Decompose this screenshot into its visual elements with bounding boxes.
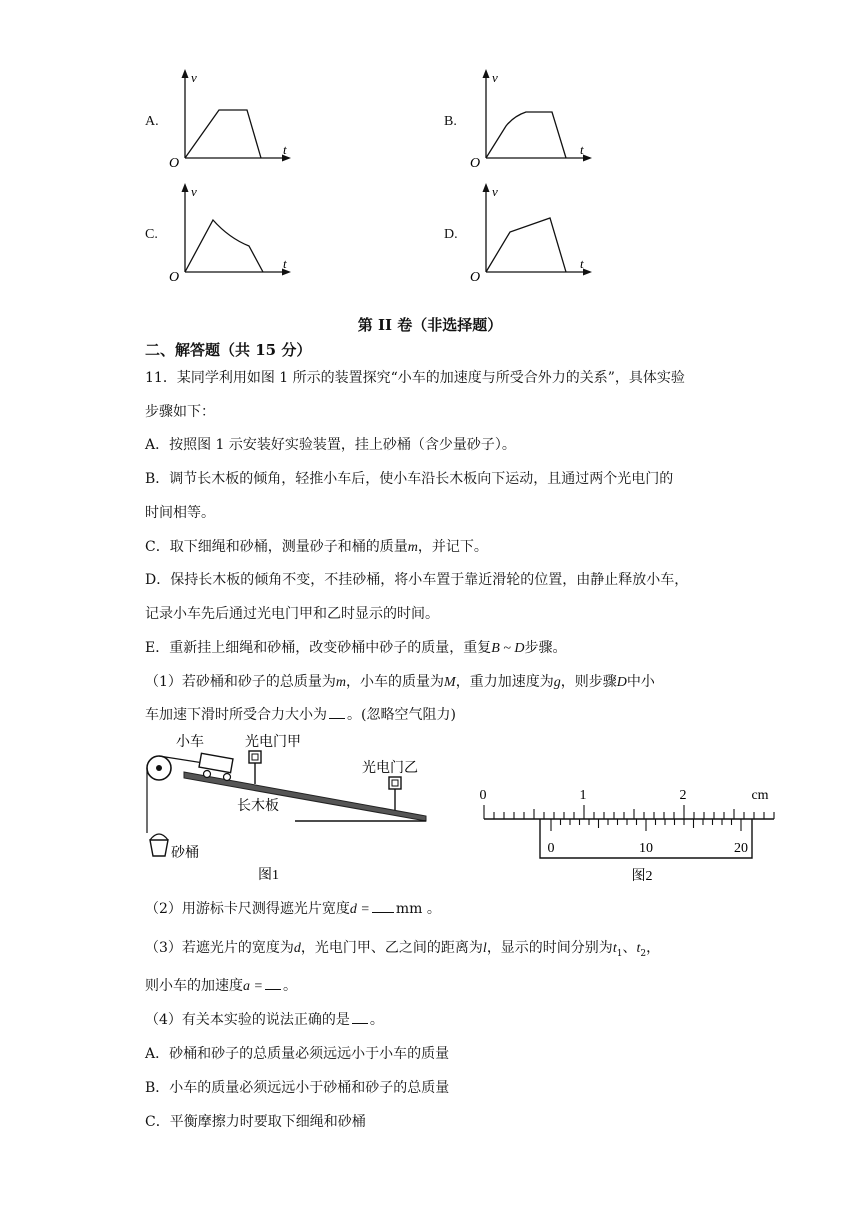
axis-t-label: t	[283, 256, 287, 271]
answer-blank-3[interactable]	[265, 977, 281, 990]
vernier-tick-label-0: 0	[547, 841, 555, 856]
step-c	[145, 536, 488, 556]
origin-label: O	[470, 270, 481, 284]
unit-label: cm	[751, 788, 769, 803]
figure-2-caption: 图2	[631, 869, 653, 884]
axis-t-label: t	[580, 142, 584, 157]
main-scale	[484, 805, 774, 819]
question-3-line2: 则小车的加速度a = 。	[145, 978, 297, 994]
axis-v-label: v	[191, 70, 197, 85]
step-c-text: C．取下细绳和砂桶，测量砂子和桶的质量	[145, 539, 408, 555]
step-c-var: m	[407, 540, 418, 555]
step-e	[145, 637, 566, 657]
graph-d	[466, 180, 596, 284]
section-title: 第 II 卷（非选择题）	[357, 316, 503, 334]
graph-b	[466, 66, 596, 170]
step-e-text: E．重新挂上细绳和砂桶，改变砂桶中砂子的质量，重复	[145, 640, 492, 656]
step-d-line1: D．保持长木板的倾角不变，不挂砂桶，将小车置于靠近滑轮的位置，由静止释放小车，	[145, 572, 689, 588]
vernier-tick-label-10: 10	[639, 841, 653, 856]
figure-2-vernier-caliper	[470, 782, 790, 888]
answer-blank-2[interactable]	[372, 900, 394, 913]
question-stem-line1: 11．某同学利用如图 1 所示的装置探究“小车的加速度与所受合外力的关系”，具体实验	[145, 370, 685, 386]
option-d-label: D.	[444, 227, 458, 242]
cart-label: 小车	[176, 735, 204, 750]
option-a[interactable]: A．砂桶和砂子的总质量必须远远小于小车的质量	[145, 1046, 450, 1062]
question-1-line2: 车加速下滑时所受合力大小为 。(忽略空气阻力)	[145, 707, 456, 723]
graph-a	[165, 66, 295, 170]
origin-label: O	[470, 156, 481, 170]
option-a-label: A.	[145, 114, 159, 129]
origin-label: O	[169, 156, 180, 170]
option-b[interactable]: B．小车的质量必须远远小于砂桶和砂子的总质量	[145, 1080, 450, 1096]
axis-t-label: t	[580, 256, 584, 271]
vernier-scale	[551, 819, 741, 831]
main-tick-label-2: 2	[679, 788, 687, 803]
question-3-line1: （3）若遮光片的宽度为d，光电门甲、乙之间的距离为l，显示的时间分别为$t_1$、$t_2$，	[145, 940, 661, 959]
step-b-line1: B．调节长木板的倾角，轻推小车后，使小车沿长木板向下运动，且通过两个光电门的	[145, 471, 674, 487]
question-2: （2）用游标卡尺测得遮光片宽度d = mm 。	[145, 901, 441, 917]
answer-blank-1[interactable]	[329, 706, 345, 719]
step-d-line2: 记录小车先后通过光电门甲和乙时显示的时间。	[145, 606, 439, 622]
axis-t-label: t	[283, 142, 287, 157]
graph-c	[165, 180, 295, 284]
gate1-label: 光电门甲	[245, 735, 301, 750]
answer-blank-4[interactable]	[352, 1011, 368, 1024]
figure-1-apparatus	[140, 728, 440, 888]
step-a: A．按照图 1 示安装好实验装置，挂上砂桶（含少量砂子）。	[145, 437, 516, 453]
part-title: 二、解答题（共 15 分）	[145, 341, 312, 359]
main-tick-label-0: 0	[479, 788, 487, 803]
step-e-end: 步骤。	[524, 640, 567, 656]
gate2-label: 光电门乙	[362, 761, 418, 776]
step-b-line2: 时间相等。	[145, 505, 215, 521]
axis-v-label: v	[191, 184, 197, 199]
vernier-tick-label-20: 20	[734, 841, 748, 856]
question-1-line1: （1）若砂桶和砂子的总质量为m，小车的质量为M，重力加速度为g，则步骤D中小	[145, 674, 655, 690]
question-stem-line2: 步骤如下：	[145, 404, 215, 420]
option-b-label: B.	[444, 114, 457, 129]
axis-v-label: v	[492, 184, 498, 199]
origin-label: O	[169, 270, 180, 284]
board-label: 长木板	[237, 799, 279, 814]
axis-v-label: v	[492, 70, 498, 85]
step-c-end: ，并记下。	[417, 539, 488, 555]
option-c-label: C.	[145, 227, 158, 242]
bucket-label: 砂桶	[171, 846, 199, 861]
question-4: （4）有关本实验的说法正确的是 。	[145, 1012, 384, 1028]
main-tick-label-1: 1	[579, 788, 587, 803]
step-e-var: B ~ D	[491, 641, 525, 656]
figure-1-caption: 图1	[258, 868, 279, 883]
option-c[interactable]: C．平衡摩擦力时要取下细绳和砂桶	[145, 1114, 366, 1130]
